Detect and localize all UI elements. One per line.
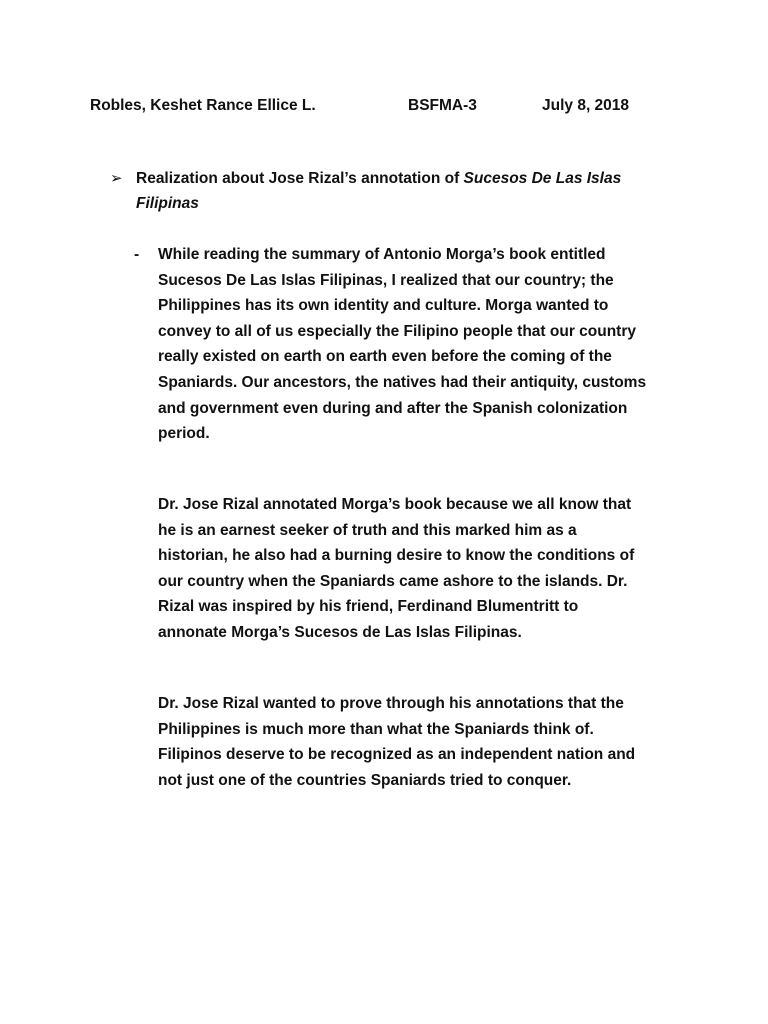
paragraph-line: our country when the Spaniards came ashore to the islands. Dr. [158,572,628,590]
section-heading-text [136,166,670,216]
heading-plain: Realization about Jose Rizal’s annotation of [136,170,464,187]
dash-marker: - [134,246,140,263]
paragraph-line: and government even during and after the Spanish colonization [158,399,628,417]
document-date: July 8, 2018 [542,97,630,114]
paragraph-line: period. [158,425,210,443]
heading-book-title: Sucesos De Las Islas Filipinas [136,170,622,212]
arrow-bullet-icon: ➢ [110,170,123,187]
paragraph-1 [158,242,678,447]
paragraph-line: Sucesos De Las Islas Filipinas, I realized that our country; the [158,271,614,289]
section-heading [110,166,670,216]
paragraph-line: Rizal was inspired by his friend, Ferdinand Blumentritt to [158,598,579,616]
paragraph-line: Dr. Jose Rizal wanted to prove through his annotations that the [158,695,624,712]
document-header [90,95,690,117]
paragraph-line: Filipinos deserve to be recognized as an independent nation and [158,746,636,764]
paragraph-line: really existed on earth on earth even before the coming of the [158,348,612,366]
student-name: Robles, Keshet Rance Ellice L. [90,97,316,114]
paragraph-line: Dr. Jose Rizal annotated Morga’s book because we all know that [158,496,632,513]
paragraph-line: not just one of the countries Spaniards tried to conquer. [158,771,572,789]
paragraph-line: he is an earnest seeker of truth and this marked him as a [158,521,577,539]
paragraph-line: Philippines is much more than what the Spaniards think of. [158,720,594,738]
paragraph-line: Philippines has its own identity and culture. Morga wanted to [158,297,609,315]
paragraph-3 [158,691,678,793]
paragraph-line: annonate Morga’s Sucesos de Las Islas Filipinas. [158,623,522,641]
paragraph-line: Spaniards. Our ancestors, the natives had their antiquity, customs [158,373,647,391]
paragraph-line: convey to all of us especially the Filipino people that our country [158,322,636,340]
paragraph-line: While reading the summary of Antonio Morga’s book entitled [158,246,606,263]
paragraph-2 [158,492,678,646]
course-code: BSFMA-3 [408,97,477,114]
paragraph-line: historian, he also had a burning desire to know the conditions of [158,547,635,565]
